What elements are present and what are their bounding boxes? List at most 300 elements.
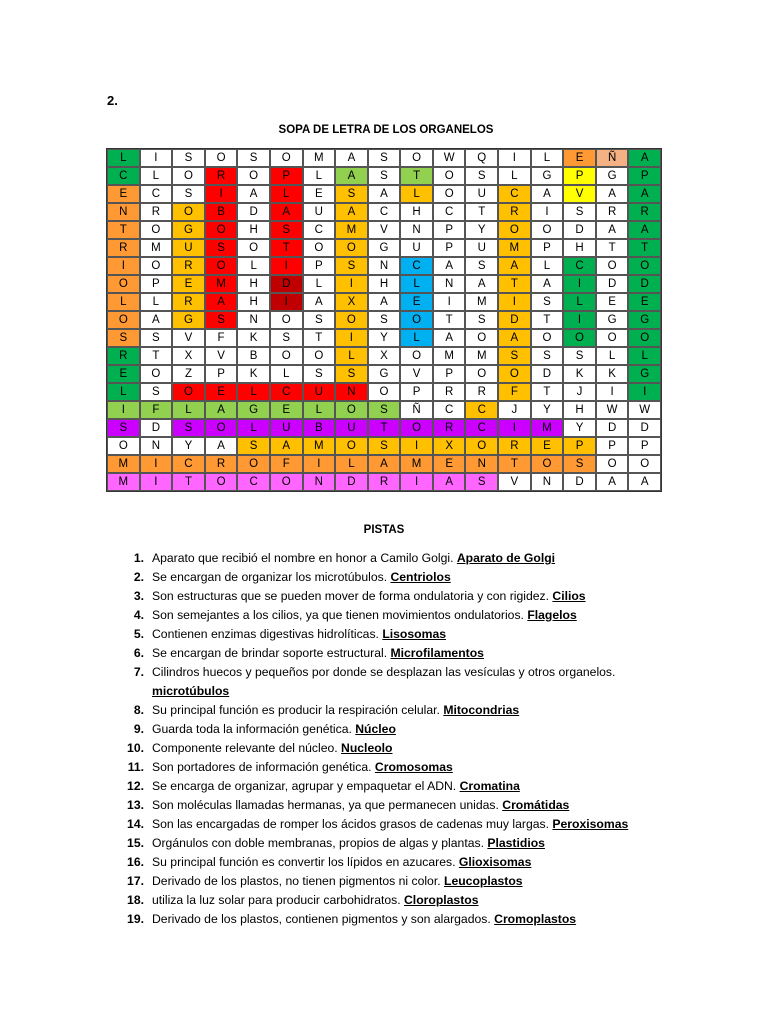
grid-cell: G [531, 167, 564, 185]
grid-cell: S [335, 365, 368, 383]
grid-cell: Ñ [400, 401, 433, 419]
grid-cell: E [303, 185, 336, 203]
grid-cell: I [531, 203, 564, 221]
grid-cell: L [303, 167, 336, 185]
clue-answer: Lisosomas [382, 627, 446, 641]
grid-cell: N [368, 257, 401, 275]
grid-cell: O [237, 455, 270, 473]
grid-cell: O [498, 365, 531, 383]
grid-cell: A [205, 437, 238, 455]
grid-cell: A [433, 329, 466, 347]
grid-cell: A [140, 311, 173, 329]
grid-cell: O [172, 167, 205, 185]
grid-cell: O [400, 419, 433, 437]
grid-cell: O [433, 185, 466, 203]
clue-item [106, 853, 666, 872]
grid-cell: P [400, 383, 433, 401]
grid-cell: L [400, 275, 433, 293]
clue-text: utiliza la luz solar para producir carbohidratos. [152, 893, 404, 907]
grid-cell: O [531, 455, 564, 473]
grid-cell: A [335, 203, 368, 221]
grid-cell: G [596, 167, 629, 185]
grid-cell: M [498, 239, 531, 257]
grid-cell: S [465, 311, 498, 329]
clue-answer: Leucoplastos [444, 874, 523, 888]
grid-cell: N [433, 275, 466, 293]
grid-cell: T [368, 419, 401, 437]
grid-cell: F [498, 383, 531, 401]
grid-cell: V [400, 365, 433, 383]
grid-cell: S [172, 185, 205, 203]
grid-cell: C [433, 203, 466, 221]
grid-cell: I [335, 275, 368, 293]
grid-cell: L [596, 347, 629, 365]
grid-cell: T [628, 239, 661, 257]
grid-cell: O [172, 203, 205, 221]
clue-answer: Núcleo [355, 722, 396, 736]
grid-cell: I [107, 257, 140, 275]
grid-cell: A [270, 437, 303, 455]
grid-cell: O [596, 257, 629, 275]
grid-cell: L [303, 275, 336, 293]
grid-cell: E [205, 383, 238, 401]
puzzle-title: SOPA DE LETRA DE LOS ORGANELOS [278, 124, 494, 136]
grid-cell: L [303, 401, 336, 419]
grid-cell: P [433, 365, 466, 383]
grid-cell: P [531, 239, 564, 257]
grid-cell: O [335, 311, 368, 329]
grid-cell: R [172, 257, 205, 275]
clue-text: Guarda toda la información genética. [152, 722, 356, 736]
clue-item [106, 606, 666, 625]
grid-cell: P [140, 275, 173, 293]
grid-cell: P [563, 167, 596, 185]
grid-cell: C [107, 167, 140, 185]
clue-number: 6. [133, 646, 144, 660]
clue-item [106, 568, 666, 587]
grid-cell: L [107, 293, 140, 311]
grid-cell: A [368, 455, 401, 473]
grid-cell: P [270, 167, 303, 185]
grid-cell: O [433, 167, 466, 185]
grid-cell: C [368, 203, 401, 221]
grid-cell: O [172, 383, 205, 401]
grid-cell: S [368, 437, 401, 455]
grid-cell: O [465, 329, 498, 347]
grid-cell: A [465, 275, 498, 293]
grid-cell: L [628, 347, 661, 365]
grid-cell: H [237, 293, 270, 311]
grid-cell: C [465, 419, 498, 437]
grid-cell: B [237, 347, 270, 365]
grid-cell: M [400, 455, 433, 473]
grid-cell: M [140, 239, 173, 257]
grid-cell: U [303, 203, 336, 221]
grid-cell: U [465, 185, 498, 203]
grid-cell: G [628, 365, 661, 383]
grid-cell: I [205, 185, 238, 203]
grid-cell: I [270, 293, 303, 311]
grid-cell: I [433, 293, 466, 311]
clue-number: 7. [133, 665, 144, 679]
clue-answer: Peroxisomas [552, 817, 629, 831]
grid-cell: R [596, 203, 629, 221]
grid-cell: U [270, 419, 303, 437]
grid-cell: O [531, 329, 564, 347]
grid-cell: Y [563, 419, 596, 437]
grid-cell: O [140, 257, 173, 275]
grid-cell: S [237, 437, 270, 455]
clue-number: 9. [133, 722, 144, 736]
grid-cell: G [368, 239, 401, 257]
clue-text: Aparato que recibió el nombre en honor a Camilo Golgi. [152, 551, 457, 565]
grid-cell: S [172, 149, 205, 167]
grid-cell: L [172, 401, 205, 419]
grid-cell: O [107, 437, 140, 455]
grid-cell: O [628, 257, 661, 275]
clues-list [106, 549, 666, 929]
grid-cell: X [368, 347, 401, 365]
grid-cell: S [140, 329, 173, 347]
clue-number: 14. [127, 817, 144, 831]
grid-cell: D [628, 275, 661, 293]
grid-cell: T [400, 167, 433, 185]
grid-cell: T [433, 311, 466, 329]
grid-cell: E [628, 293, 661, 311]
grid-cell: L [237, 383, 270, 401]
grid-cell: E [433, 455, 466, 473]
grid-cell: T [107, 221, 140, 239]
clue-text: Su principal función es convertir los lípidos en azucares. [152, 855, 459, 869]
clue-number: 15. [127, 836, 144, 850]
grid-cell: O [628, 455, 661, 473]
grid-cell: S [368, 401, 401, 419]
grid-cell: F [205, 329, 238, 347]
grid-cell: Q [465, 149, 498, 167]
grid-cell: A [596, 473, 629, 491]
clue-number: 8. [133, 703, 144, 717]
grid-cell: L [140, 293, 173, 311]
clue-number: 12. [127, 779, 144, 793]
clue-number: 10. [127, 741, 144, 755]
grid-cell: O [270, 473, 303, 491]
grid-cell: T [498, 275, 531, 293]
grid-cell: H [237, 275, 270, 293]
clue-number: 3. [133, 589, 144, 603]
grid-cell: H [400, 203, 433, 221]
grid-cell: A [270, 203, 303, 221]
clue-number: 13. [127, 798, 144, 812]
grid-cell: O [335, 437, 368, 455]
grid-cell: M [465, 347, 498, 365]
grid-cell: X [172, 347, 205, 365]
clue-text: Son estructuras que se pueden mover de forma ondulatoria y con rigidez. [152, 589, 553, 603]
grid-cell: M [465, 293, 498, 311]
grid-cell: A [531, 275, 564, 293]
grid-cell: A [368, 185, 401, 203]
grid-cell: G [628, 311, 661, 329]
grid-cell: L [400, 329, 433, 347]
clue-item [106, 891, 666, 910]
grid-cell: T [140, 347, 173, 365]
clue-answer: Cromoplastos [494, 912, 577, 926]
grid-cell: P [433, 239, 466, 257]
grid-cell: R [498, 437, 531, 455]
grid-cell: A [628, 221, 661, 239]
grid-cell: Y [368, 329, 401, 347]
grid-cell: V [368, 221, 401, 239]
grid-cell: R [498, 203, 531, 221]
grid-cell: E [400, 293, 433, 311]
clue-item [106, 720, 666, 739]
grid-cell: S [270, 221, 303, 239]
grid-cell: A [433, 473, 466, 491]
grid-cell: D [596, 275, 629, 293]
grid-cell: U [303, 383, 336, 401]
grid-cell: F [140, 401, 173, 419]
grid-cell: G [237, 401, 270, 419]
grid-cell: S [335, 185, 368, 203]
clue-number: 5. [133, 627, 144, 641]
grid-cell: W [628, 401, 661, 419]
grid-cell: O [140, 365, 173, 383]
grid-cell: T [303, 329, 336, 347]
grid-cell: A [335, 167, 368, 185]
grid-cell: I [563, 275, 596, 293]
clue-answer: microtúbulos [152, 684, 230, 698]
grid-cell: A [205, 293, 238, 311]
clue-number: 16. [127, 855, 144, 869]
grid-cell: D [270, 275, 303, 293]
grid-cell: I [563, 311, 596, 329]
grid-cell: B [205, 203, 238, 221]
grid-cell: S [563, 347, 596, 365]
grid-cell: Y [172, 437, 205, 455]
grid-cell: A [628, 149, 661, 167]
grid-cell: A [498, 329, 531, 347]
grid-cell: M [303, 149, 336, 167]
clue-number: 1. [133, 551, 144, 565]
grid-cell: O [400, 347, 433, 365]
grid-cell: S [531, 293, 564, 311]
grid-cell: H [237, 221, 270, 239]
grid-cell: N [400, 221, 433, 239]
grid-cell: S [172, 419, 205, 437]
grid-cell: E [531, 437, 564, 455]
grid-cell: A [628, 185, 661, 203]
grid-cell: A [368, 293, 401, 311]
grid-cell: S [563, 455, 596, 473]
grid-cell: M [303, 437, 336, 455]
grid-cell: R [205, 455, 238, 473]
grid-cell: M [433, 347, 466, 365]
grid-cell: R [172, 293, 205, 311]
grid-cell: K [237, 365, 270, 383]
grid-cell: T [531, 311, 564, 329]
grid-cell: E [563, 149, 596, 167]
grid-cell: I [140, 455, 173, 473]
grid-cell: M [107, 455, 140, 473]
grid-cell: J [563, 383, 596, 401]
grid-cell: O [140, 221, 173, 239]
grid-cell: C [237, 473, 270, 491]
grid-cell: H [563, 401, 596, 419]
grid-cell: N [237, 311, 270, 329]
grid-cell: I [140, 473, 173, 491]
grid-cell: D [498, 311, 531, 329]
clue-answer: Centriolos [390, 570, 451, 584]
grid-cell: I [498, 419, 531, 437]
grid-cell: S [270, 329, 303, 347]
clue-text: Son semejantes a los cilios, ya que tienen movimientos ondulatorios. [152, 608, 528, 622]
grid-cell: M [205, 275, 238, 293]
grid-cell: Z [172, 365, 205, 383]
grid-cell: O [498, 221, 531, 239]
grid-cell: O [531, 221, 564, 239]
grid-cell: P [205, 365, 238, 383]
clue-text: Su principal función es producir la respiración celular. [152, 703, 444, 717]
grid-cell: L [335, 347, 368, 365]
clue-number: 4. [133, 608, 144, 622]
grid-cell: A [303, 293, 336, 311]
grid-cell: S [205, 311, 238, 329]
grid-cell: A [596, 185, 629, 203]
grid-cell: H [368, 275, 401, 293]
clue-item [106, 834, 666, 853]
grid-cell: W [433, 149, 466, 167]
grid-cell: S [498, 347, 531, 365]
grid-cell: C [433, 401, 466, 419]
grid-cell: O [270, 311, 303, 329]
grid-cell: N [303, 473, 336, 491]
clue-text: Se encargan de organizar los microtúbulos. [152, 570, 391, 584]
grid-cell: I [596, 383, 629, 401]
clue-text: Derivado de los plastos, contienen pigmentos y son alargados. [152, 912, 495, 926]
grid-cell: R [628, 203, 661, 221]
grid-cell: O [303, 239, 336, 257]
clue-item [106, 910, 666, 929]
grid-cell: J [498, 401, 531, 419]
clues-title: PISTAS [363, 524, 405, 536]
grid-cell: O [563, 329, 596, 347]
grid-cell: S [563, 203, 596, 221]
grid-cell: S [107, 329, 140, 347]
grid-cell: E [596, 293, 629, 311]
clue-number: 17. [127, 874, 144, 888]
clue-item [106, 758, 666, 777]
grid-cell: R [368, 473, 401, 491]
grid-cell: L [270, 365, 303, 383]
grid-cell: M [107, 473, 140, 491]
grid-cell: N [531, 473, 564, 491]
grid-cell: T [596, 239, 629, 257]
grid-cell: V [172, 329, 205, 347]
grid-cell: W [596, 401, 629, 419]
clue-text: Se encargan de brindar soporte estructural. [152, 646, 391, 660]
grid-cell: A [531, 185, 564, 203]
grid-cell: S [205, 239, 238, 257]
grid-cell: D [140, 419, 173, 437]
clue-text: Orgánulos con doble membranas, propios de algas y plantas. [152, 836, 488, 850]
grid-cell: A [335, 149, 368, 167]
grid-cell: L [335, 455, 368, 473]
clue-answer: Flagelos [527, 608, 577, 622]
grid-cell: S [465, 473, 498, 491]
grid-cell: O [400, 149, 433, 167]
grid-cell: O [270, 149, 303, 167]
clue-answer: Cromosomas [374, 760, 453, 774]
grid-cell: I [335, 329, 368, 347]
clue-answer: Plastidios [487, 836, 545, 850]
grid-cell: U [335, 419, 368, 437]
clue-item [106, 587, 666, 606]
grid-cell: I [628, 383, 661, 401]
grid-cell: O [335, 239, 368, 257]
clue-item [106, 663, 666, 701]
clue-answer: Cromatina [459, 779, 520, 793]
grid-cell: C [270, 383, 303, 401]
grid-cell: O [596, 455, 629, 473]
clue-answer: Cromátidas [502, 798, 570, 812]
grid-cell: K [596, 365, 629, 383]
grid-cell: X [335, 293, 368, 311]
clue-text: Cilindros huecos y pequeños por donde se desplazan las vesículas y otros organelos. [152, 665, 616, 679]
clue-text: Contienen enzimas digestivas hidrolíticas. [152, 627, 383, 641]
grid-cell: P [433, 221, 466, 239]
grid-cell: C [140, 185, 173, 203]
clue-answer: Mitocondrias [443, 703, 520, 717]
grid-cell: V [563, 185, 596, 203]
clue-number: 18. [127, 893, 144, 907]
grid-cell: O [237, 167, 270, 185]
grid-cell: P [628, 167, 661, 185]
grid-cell: O [205, 473, 238, 491]
grid-cell: O [205, 221, 238, 239]
grid-cell: S [107, 419, 140, 437]
grid-cell: U [400, 239, 433, 257]
grid-cell: C [172, 455, 205, 473]
grid-cell: O [107, 275, 140, 293]
grid-cell: L [237, 419, 270, 437]
grid-cell: L [563, 293, 596, 311]
grid-cell: Ñ [596, 149, 629, 167]
clue-number: 2. [133, 570, 144, 584]
grid-cell: O [107, 311, 140, 329]
grid-cell: G [596, 311, 629, 329]
clue-number: 11. [127, 760, 144, 774]
grid-cell: H [563, 239, 596, 257]
grid-cell: T [172, 473, 205, 491]
grid-cell: O [400, 311, 433, 329]
grid-cell: F [270, 455, 303, 473]
clue-number: 19. [127, 912, 144, 926]
grid-cell: V [205, 347, 238, 365]
grid-cell: R [433, 419, 466, 437]
grid-cell: M [531, 419, 564, 437]
grid-cell: A [628, 473, 661, 491]
clue-text: Se encarga de organizar, agrupar y empaquetar el ADN. [152, 779, 460, 793]
grid-cell: A [596, 221, 629, 239]
clue-item [106, 701, 666, 720]
grid-cell: L [498, 167, 531, 185]
grid-cell: P [596, 437, 629, 455]
grid-cell: U [172, 239, 205, 257]
grid-cell: I [303, 455, 336, 473]
clue-text: Son portadores de información genética. [152, 760, 375, 774]
grid-cell: R [433, 383, 466, 401]
grid-cell: E [107, 185, 140, 203]
grid-cell: D [628, 419, 661, 437]
